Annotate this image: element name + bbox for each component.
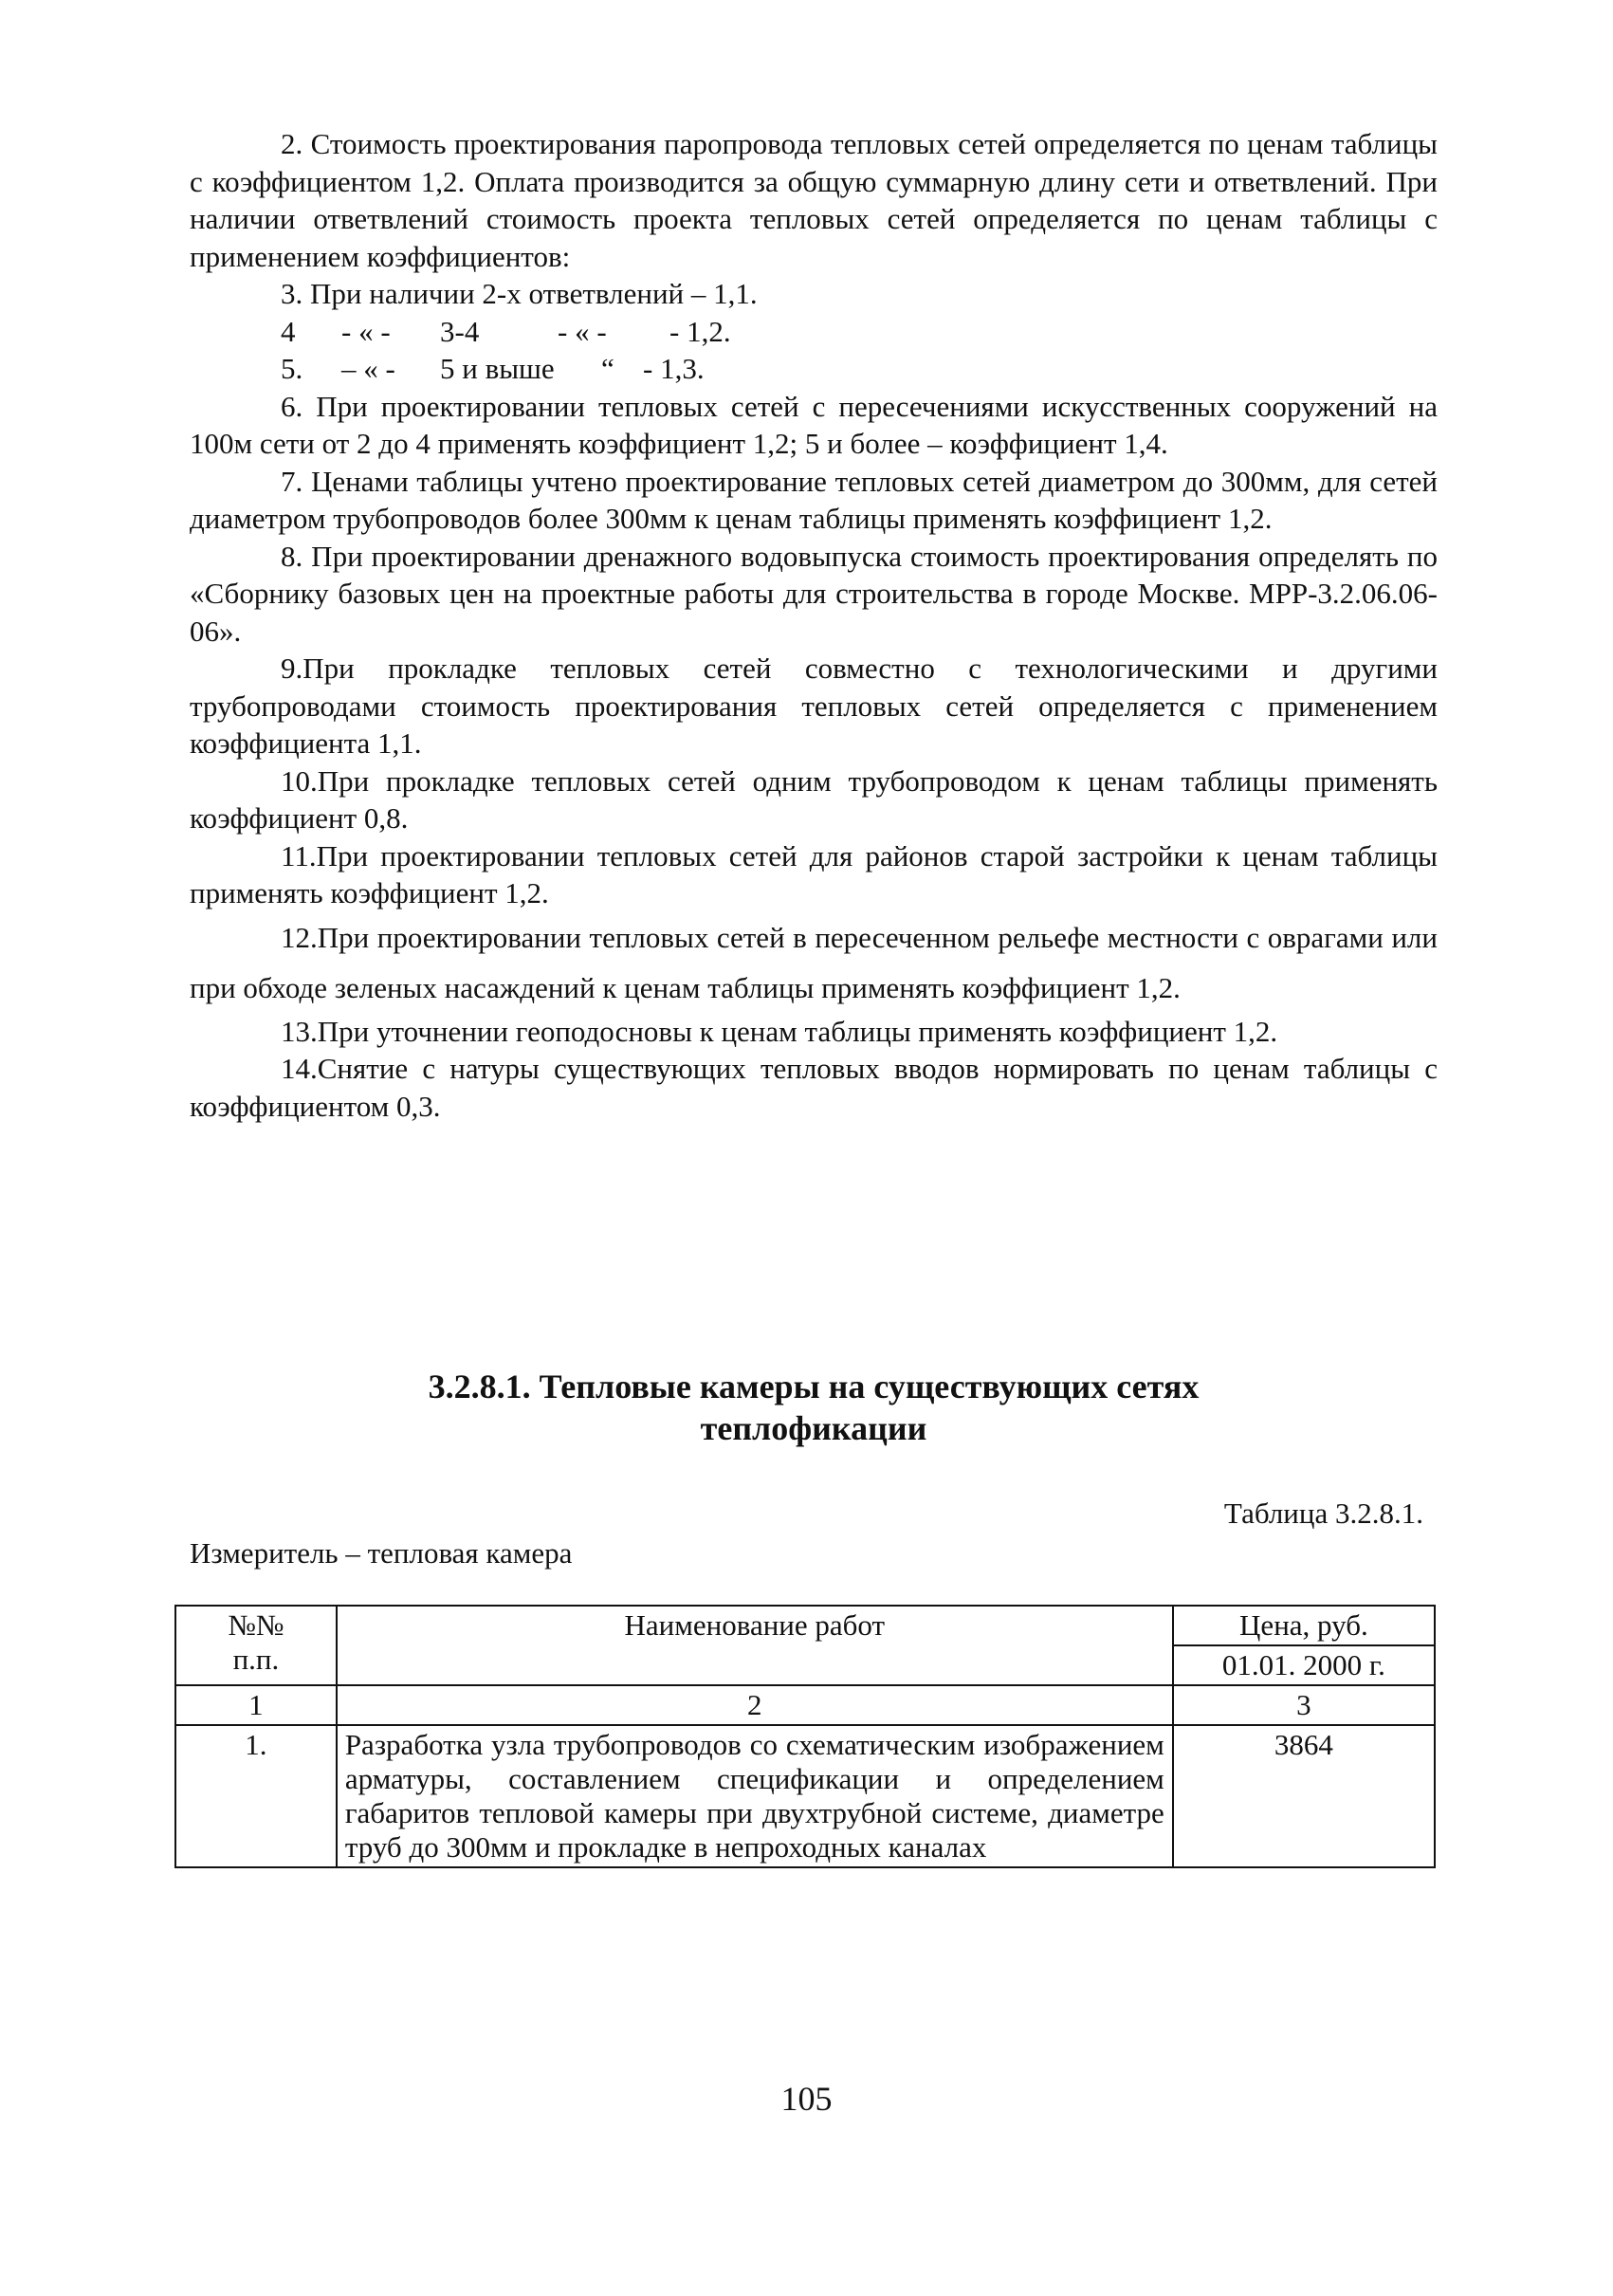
paragraph-9: 9.При прокладке тепловых сетей совместно с технологическими и другими трубопроводами стоимость проектирования тепловых сетей определяется с применением коэффициента 1,1. (190, 652, 1438, 760)
paragraph-14: 14.Снятие с натуры существующих тепловых вводов нормировать по ценам таблицы с коэффициентом 0,3. (190, 1052, 1438, 1123)
p5-range: 5 и выше (440, 352, 555, 385)
paragraph-8: 8. При проектировании дренажного водовыпуска стоимость проектирования определять по «Сборнику базовых цен на проектные работы для строительства в городе Москве. МРР-3.2.06.06-06». (190, 539, 1438, 648)
price-table (174, 1605, 1436, 1868)
p4-ditto-2: - « - (558, 314, 607, 348)
page-number: 105 (780, 2080, 833, 2118)
p5-num: 5. (281, 352, 303, 385)
table-measure: Измеритель – тепловая камера (190, 1536, 573, 1570)
p5-ditto-1: – « - (341, 352, 395, 385)
paragraph-4 (190, 313, 1438, 351)
paragraph-5 (190, 350, 1438, 388)
table-caption: Таблица 3.2.8.1. (1223, 1497, 1423, 1530)
header-name: Наименование работ (337, 1606, 1173, 1685)
p5-ditto-2: “ (601, 352, 614, 385)
column-number-2: 2 (337, 1685, 1173, 1725)
header-price: Цена, руб. (1173, 1606, 1435, 1645)
table-header-row (175, 1606, 1435, 1645)
column-number-3: 3 (1173, 1685, 1435, 1725)
p4-coef: - 1,2. (669, 314, 731, 348)
header-price-date: 01.01. 2000 г. (1173, 1645, 1435, 1685)
section-title-line-2: теплофикации (700, 1409, 927, 1447)
paragraph-11: 11.При проектировании тепловых сетей для районов старой застройки к ценам таблицы применять коэффициент 1,2. (190, 838, 1438, 909)
column-number-1: 1 (175, 1685, 337, 1725)
paragraph-13: 13.При уточнении геоподосновы к ценам таблицы применять коэффициент 1,2. (281, 1014, 1278, 1048)
paragraph-12: 12.При проектировании тепловых сетей в пересеченном рельефе местности с оврагами или при обходе зеленых насаждений к ценам таблицы применять коэффициент 1,2. (190, 920, 1438, 1004)
p4-range: 3-4 (440, 314, 480, 348)
paragraph-2: 2. Стоимость проектирования паропровода тепловых сетей определяется по ценам таблицы с коэффициентом 1,2. Оплата производится за общую суммарную длину сети и ответвлений. При наличии ответвлений стоимость проекта тепловых сетей определяется по ценам таблицы с применением коэффициентов: (190, 127, 1438, 273)
header-num (175, 1606, 337, 1685)
row-name: Разработка узла трубопроводов со схематическим изображением арматуры, составлением спецификации и определением габаритов тепловой камеры при двухтрубной системе, диаметре труб до 300мм и прокладке в непроходных каналах (337, 1725, 1173, 1867)
row-price: 3864 (1173, 1725, 1435, 1867)
header-num-line-2: п.п. (232, 1643, 280, 1676)
paragraph-6: 6. При проектировании тепловых сетей с пересечениями искусственных сооружений на 100м сети от 2 до 4 применять коэффициент 1,2; 5 и более – коэффициент 1,4. (190, 389, 1438, 460)
p4-num: 4 (281, 314, 296, 348)
paragraph-3: 3. При наличии 2-х ответвлений – 1,1. (281, 277, 758, 310)
paragraph-10: 10.При прокладке тепловых сетей одним трубопроводом к ценам таблицы применять коэффициент 0,8. (190, 763, 1438, 835)
paragraph-7: 7. Ценами таблицы учтено проектирование тепловых сетей диаметром до 300мм, для сетей диаметром трубопроводов более 300мм к ценам таблицы применять коэффициент 1,2. (190, 464, 1438, 535)
notes-block (190, 125, 1438, 1125)
p4-ditto-1: - « - (341, 314, 391, 348)
p5-coef: - 1,3. (643, 352, 705, 385)
header-num-line-1: №№ (228, 1608, 284, 1642)
row-num: 1. (175, 1725, 337, 1867)
section-title-line-1: 3.2.8.1. Тепловые камеры на существующих сетях (428, 1368, 1200, 1405)
section-title (190, 1366, 1438, 1449)
table-row (175, 1725, 1435, 1867)
table-column-numbers-row (175, 1685, 1435, 1725)
